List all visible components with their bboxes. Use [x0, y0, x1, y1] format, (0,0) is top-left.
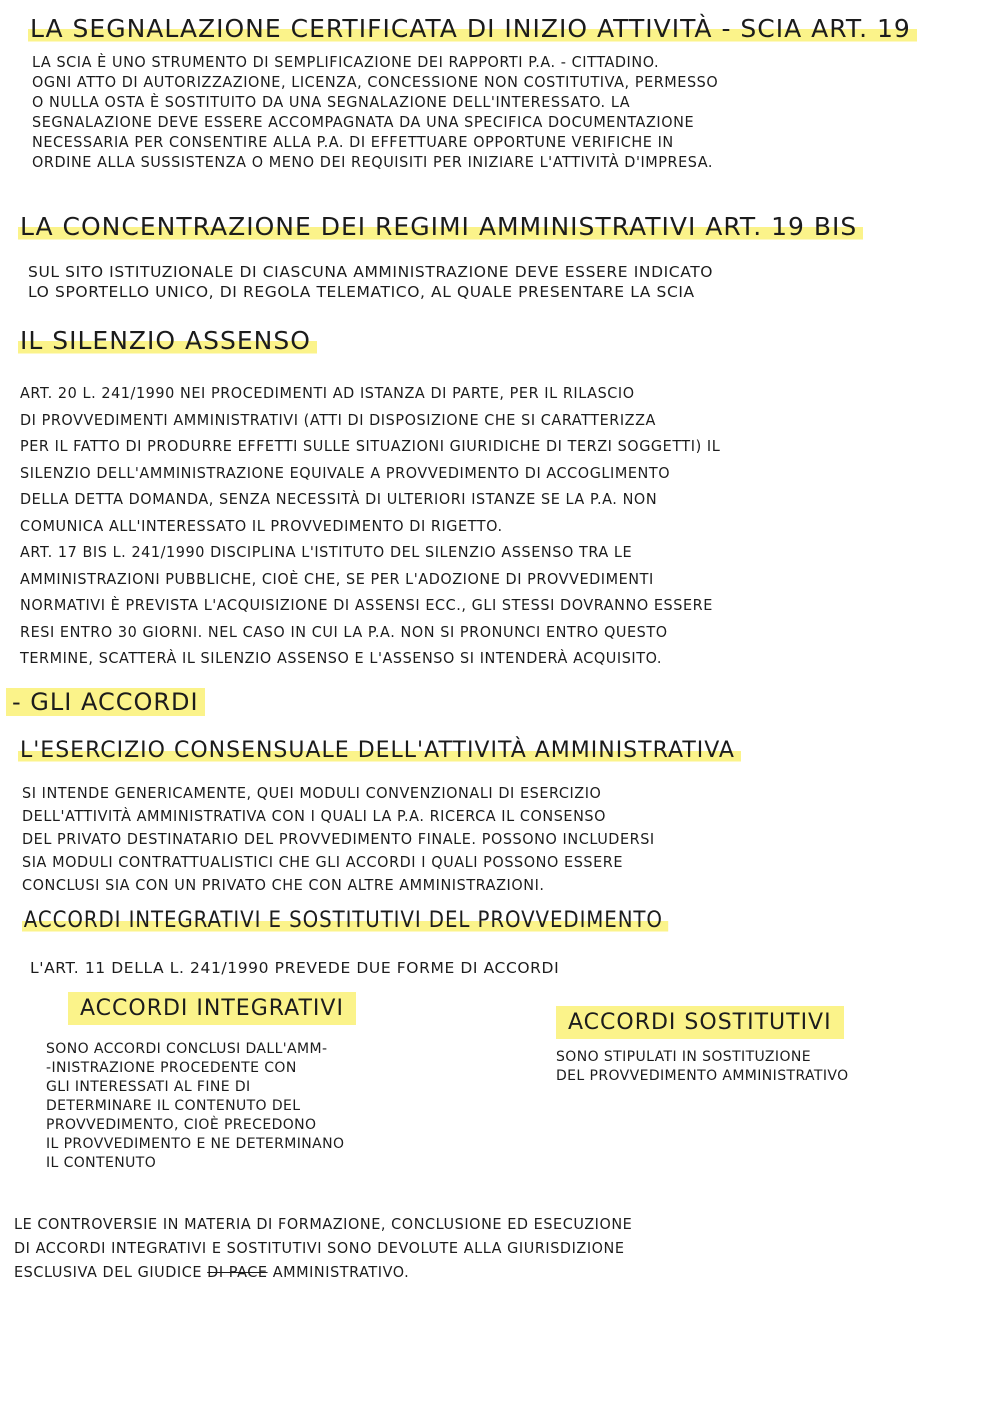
text-line: ART. 17 BIS L. 241/1990 DISCIPLINA L'ISTITUTO DEL SILENZIO ASSENSO TRA LE	[20, 543, 633, 561]
text-fragment: ESCLUSIVA DEL GIUDICE	[14, 1263, 203, 1281]
text-line: -INISTRAZIONE PROCEDENTE CON	[46, 1060, 297, 1076]
text-line: DELLA DETTA DOMANDA, SENZA NECESSITÀ DI ULTERIORI ISTANZE SE LA P.A. NON	[20, 490, 658, 508]
text-line: RESI ENTRO 30 GIORNI. NEL CASO IN CUI LA P.A. NON SI PRONUNCI ENTRO QUESTO	[20, 622, 668, 641]
text-line: SUL SITO ISTITUZIONALE DI CIASCUNA AMMINISTRAZIONE DEVE ESSERE INDICATO	[28, 263, 714, 281]
text-line: SIA MODULI CONTRATTUALISTICI CHE GLI ACCORDI I QUALI POSSONO ESSERE	[22, 853, 624, 871]
heading-silenzio-assenso: IL SILENZIO ASSENSO	[18, 326, 317, 355]
struck-text: DI PACE	[207, 1263, 268, 1281]
paragraph-accordi-integrativi	[46, 1040, 344, 1173]
text-line: O NULLA OSTA È SOSTITUITO DA UNA SEGNALAZIONE DELL'INTERESSATO. LA	[32, 93, 631, 111]
text-line: PER IL FATTO DI PRODURRE EFFETTI SULLE SITUAZIONI GIURIDICHE DI TERZI SOGGETTI) IL	[20, 437, 721, 455]
paragraph-accordi-sostitutivi	[556, 1048, 849, 1086]
text-line: DETERMINARE IL CONTENUTO DEL	[46, 1098, 301, 1114]
text-line: SI INTENDE GENERICAMENTE, QUEI MODULI CONVENZIONALI DI ESERCIZIO	[22, 784, 602, 802]
text-line: IL CONTENUTO	[46, 1155, 157, 1171]
heading-accordi-integrativi-sostitutivi: ACCORDI INTEGRATIVI E SOSTITUTIVI DEL PROVVEDIMENTO	[22, 908, 668, 933]
heading-accordi-integrativi: ACCORDI INTEGRATIVI	[68, 996, 356, 1021]
paragraph-scia	[32, 52, 718, 172]
text-line: DEL PRIVATO DESTINATARIO DEL PROVVEDIMENTO FINALE. POSSONO INCLUDERSI	[22, 830, 655, 848]
text-line: NECESSARIA PER CONSENTIRE ALLA P.A. DI EFFETTUARE OPPORTUNE VERIFICHE IN	[32, 133, 674, 151]
text-line: NORMATIVI È PREVISTA L'ACQUISIZIONE DI ASSENSI ECC., GLI STESSI DOVRANNO ESSERE	[20, 596, 713, 614]
heading-concentrazione: LA CONCENTRAZIONE DEI REGIMI AMMINISTRATIVI ART. 19 BIS	[18, 212, 863, 241]
paragraph-art11	[30, 958, 559, 978]
text-line: LE CONTROVERSIE IN MATERIA DI FORMAZIONE, CONCLUSIONE ED ESECUZIONE	[14, 1215, 633, 1233]
text-line: SILENZIO DELL'AMMINISTRAZIONE EQUIVALE A PROVVEDIMENTO DI ACCOGLIMENTO	[20, 463, 671, 482]
text-line: SONO STIPULATI IN SOSTITUZIONE	[556, 1049, 811, 1065]
text-line: SEGNALAZIONE DEVE ESSERE ACCOMPAGNATA DA UNA SPECIFICA DOCUMENTAZIONE	[32, 113, 695, 131]
text-line: IL PROVVEDIMENTO E NE DETERMINANO	[46, 1136, 345, 1152]
text-line: SONO ACCORDI CONCLUSI DALL'AMM-	[46, 1041, 328, 1057]
text-line: DI ACCORDI INTEGRATIVI E SOSTITUTIVI SONO DEVOLUTE ALLA GIURISDIZIONE	[14, 1239, 625, 1257]
text-line: CONCLUSI SIA CON UN PRIVATO CHE CON ALTRE AMMINISTRAZIONI.	[22, 876, 545, 894]
text-line: LO SPORTELLO UNICO, DI REGOLA TELEMATICO, AL QUALE PRESENTARE LA SCIA	[28, 283, 695, 301]
text-fragment: AMMINISTRATIVO.	[272, 1263, 410, 1281]
text-line: AMMINISTRAZIONI PUBBLICHE, CIOÈ CHE, SE PER L'ADOZIONE DI PROVVEDIMENTI	[20, 569, 654, 588]
text-line: ORDINE ALLA SUSSISTENZA O MENO DEI REQUISITI PER INIZIARE L'ATTIVITÀ D'IMPRESA.	[32, 153, 714, 171]
text-line: OGNI ATTO DI AUTORIZZAZIONE, LICENZA, CONCESSIONE NON COSTITUTIVA, PERMESSO	[32, 73, 719, 91]
heading-esercizio-consensuale: L'ESERCIZIO CONSENSUALE DELL'ATTIVITÀ AMMINISTRATIVA	[18, 738, 741, 763]
text-line: ART. 20 L. 241/1990 NEI PROCEDIMENTI AD ISTANZA DI PARTE, PER IL RILASCIO	[20, 384, 635, 402]
text-line: TERMINE, SCATTERÀ IL SILENZIO ASSENSO E L'ASSENSO SI INTENDERÀ ACQUISITO.	[20, 649, 663, 667]
paragraph-controversie	[14, 1212, 632, 1284]
paragraph-esercizio-consensuale	[22, 782, 655, 897]
text-line-last	[14, 1260, 632, 1284]
heading-gli-accordi: - GLI ACCORDI	[6, 688, 205, 716]
text-line: PROVVEDIMENTO, CIOÈ PRECEDONO	[46, 1117, 317, 1133]
text-line: LA SCIA È UNO STRUMENTO DI SEMPLIFICAZIONE DEI RAPPORTI P.A. - CITTADINO.	[32, 53, 660, 71]
paragraph-silenzio-assenso	[20, 380, 720, 672]
heading-scia: LA SEGNALAZIONE CERTIFICATA DI INIZIO ATTIVITÀ - SCIA ART. 19	[28, 14, 917, 43]
text-line: GLI INTERESSATI AL FINE DI	[46, 1079, 251, 1095]
text-line: DI PROVVEDIMENTI AMMINISTRATIVI (ATTI DI DISPOSIZIONE CHE SI CARATTERIZZA	[20, 410, 656, 429]
text-line: DEL PROVVEDIMENTO AMMINISTRATIVO	[556, 1068, 849, 1084]
text-line: COMUNICA ALL'INTERESSATO IL PROVVEDIMENTO DI RIGETTO.	[20, 516, 503, 535]
heading-accordi-sostitutivi: ACCORDI SOSTITUTIVI	[556, 1010, 844, 1035]
paragraph-concentrazione	[28, 262, 713, 302]
text-line: L'ART. 11 DELLA L. 241/1990 PREVEDE DUE FORME DI ACCORDI	[30, 959, 560, 977]
text-line: DELL'ATTIVITÀ AMMINISTRATIVA CON I QUALI LA P.A. RICERCA IL CONSENSO	[22, 807, 607, 825]
